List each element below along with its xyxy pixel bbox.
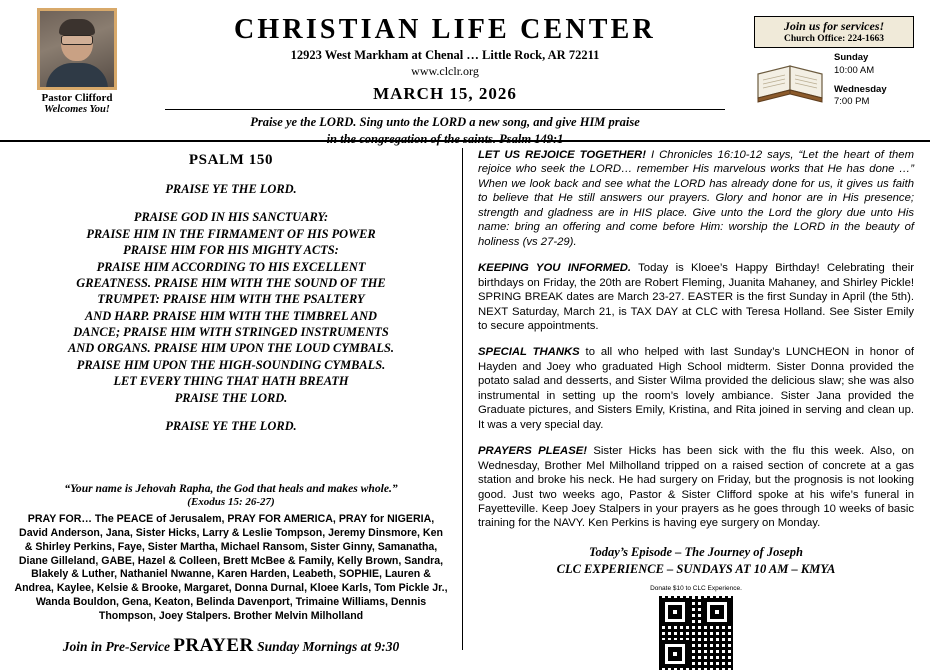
psalm-title: PSALM 150: [188, 152, 274, 168]
article-thanks-lead: SPECIAL THANKS: [478, 346, 580, 359]
psalm-line-4: GREATNESS. PRAISE HIM WITH THE SOUND OF THE: [76, 275, 386, 290]
psalm-line-5: TRUMPET: PRAISE HIM WITH THE PSALTERY: [97, 292, 365, 307]
services-box: [754, 16, 914, 126]
article-rejoice: [478, 148, 914, 249]
prayer-list: PRAY FOR… The PEACE of Jerusalem, PRAY FOR AMERICA, PRAY for NIGERIA, David Anderson, Jana, Sister Hicks, Larry & Leslie Tompson, Jeremy Dinsmore, Ken & Shirley Perkins, Faye, Sister Martha, Michael Ransom, Sister Ginny, Samanatha, Diane Gilleland, GABE, Hazel & Colleen, Brett McBee & Family, Kelly Brown, Sandra, Blakely & Luther, Nathaniel Nwanne, Karen Harden, Leabeth, SOPHIE, Lauren & Andrea, Kaylee, Kelsie & Brooke, Margaret, Donna Durnal, Kloee Karls, Tom Pickle Jr., Wanda Bouldon, Gena, Keaton, Belinda Davenport, Trimaine Williams, Dennis Thompson, Joey Stalpers. Brother Melvin Milholland: [14, 513, 448, 622]
services-body: [754, 52, 914, 126]
psalm-line-7: DANCE; PRAISE HIM WITH STRINGED INSTRUMENTS: [73, 325, 389, 339]
pre-service-prayer-note: [14, 635, 448, 657]
psalm-line-11: PRAISE THE LORD.: [174, 390, 288, 405]
psalm-line-6: AND HARP. PRAISE HIM WITH THE TIMBREL AND: [85, 308, 377, 323]
article-special-thanks: [478, 345, 914, 432]
services-banner: [754, 16, 914, 48]
healing-quote-reference: (Exodus 15: 26-27): [187, 496, 275, 509]
service-times-list: [834, 52, 912, 109]
issue-date: MARCH 15, 2026: [373, 84, 517, 103]
psalm-line-2: PRAISE HIM FOR HIS MIGHTY ACTS:: [123, 243, 339, 258]
open-bible-icon: [754, 54, 830, 110]
pre-service-suffix: Sunday Mornings at 9:30: [253, 639, 400, 655]
service-day-1: Wednesday: [834, 83, 887, 95]
psalm-line-9: PRAISE HIM UPON THE HIGH-SOUNDING CYMBALS.: [76, 357, 386, 372]
broadcast-info: CLC EXPERIENCE – SUNDAYS AT 10 AM – KMYA: [556, 561, 836, 576]
header-verse-line1: Praise ye the LORD. Sing unto the LORD a new song, and give HIM praise: [250, 115, 640, 129]
bulletin-header: [0, 0, 930, 146]
church-website[interactable]: www.clclr.org: [411, 64, 479, 78]
article-prayers-please: [478, 444, 914, 531]
header-divider: [165, 109, 725, 110]
pastor-photo: [37, 8, 117, 90]
article-keeping-you-informed: [478, 261, 914, 333]
article-informed-body: Today is Kloee’s Happy Birthday! Celebrating their birthdays on Friday, the 20th are Robert Fleming, Juanita Mahaney, and Shirley Pickle! SPRING BREAK dates are March 23-27. EASTER is the first Sunday in April (the 5th). NEXT Saturday, March 21, is TAX DAY at CLC with Teresa Holland. See Sister Emily to secure appointments.: [478, 262, 914, 332]
church-office-phone: Church Office: 224-1663: [783, 34, 885, 44]
article-prayers-body: Sister Hicks has been sick with the flu this week. Also, on Wednesday, Brother Mel Milholland tripped on a raised section of concrete at a gas station and broke his neck. He had surgery on Friday, but the prognosis is not looking good. Just two weeks ago, Pastor & Sister Clifford spoke at his wife’s funeral in Fayetteville. Keep Joey Stalpers in your prayers as he goes through 10 weeks of basic training for the NAVY. Ken Perkins is having eye surgery on Monday.: [478, 445, 915, 530]
service-time-1: 7:00 PM: [834, 96, 870, 108]
episode-title: Today’s Episode – The Journey of Joseph: [589, 544, 803, 559]
left-column: [0, 142, 462, 660]
psalm-line-3: PRAISE HIM ACCORDING TO HIS EXCELLENT: [96, 259, 366, 274]
service-time-0: 10:00 AM: [834, 64, 875, 76]
right-column: [464, 142, 930, 660]
article-rejoice-lead: LET US REJOICE TOGETHER!: [478, 149, 646, 161]
article-informed-lead: KEEPING YOU INFORMED.: [478, 262, 632, 275]
healing-quote-block: [14, 482, 448, 508]
column-divider: [462, 148, 463, 650]
church-title: CHRISTIAN LIFE CENTER: [234, 14, 656, 45]
service-day-0: Sunday: [834, 52, 869, 63]
qr-wrap: [478, 594, 914, 672]
services-banner-title: Join us for services!: [783, 19, 885, 33]
psalm-line-8: AND ORGANS. PRAISE HIM UPON THE LOUD CYMBALS.: [68, 341, 394, 356]
psalm-stanza-1: PRAISE YE THE LORD.: [165, 182, 297, 196]
church-address: 12923 West Markham at Chenal … Little Rock, AR 72211: [290, 48, 600, 62]
donate-note: Donate $10 to CLC Experience.: [650, 584, 742, 592]
article-rejoice-body: I Chronicles 16:10-12 says, “Let the heart of them rejoice who seek the LORD… remember His marvelous works that He has done …” When we look back and see what the LORD has already done for us, it gives us faith to believe that He still answers our prayers. Glory and honor are in His presence; strength and gladness are in HIS place. Give unto the Lord the glory due unto His name: bring an offering and come before Him: worship the LORD in the beauty of holiness (vs 27-29).: [478, 149, 914, 248]
pre-service-prefix: Join in Pre-Service: [62, 639, 174, 655]
article-thanks-body: to all who helped with last Sunday’s LUNCHEON in honor of Hayden and Joey who graduated High School midterm. Sister Donna provided the potato salad and desserts, and Sister Wilma provided the delicious slaw; she was also instrumental in setting up the room’s lovely ambiance. Sister Jana provided the Graduate pictures, and Sisters Emily, Kristina, and Rita joined in serving and clean up. It was a very special day.: [478, 346, 914, 431]
psalm-line-10: LET EVERY THING THAT HATH BREATH: [113, 374, 349, 389]
bulletin-body: [0, 142, 930, 660]
healing-quote: “Your name is Jehovah Rapha, the God that heals and makes whole.”: [64, 482, 398, 496]
pastor-welcome-text: Welcomes You!: [44, 104, 110, 115]
psalm-line-1: PRAISE HIM IN THE FIRMAMENT OF HIS POWER: [86, 226, 376, 241]
qr-code-icon[interactable]: [657, 594, 735, 672]
pastor-name: Pastor Clifford: [41, 92, 113, 104]
article-prayers-lead: PRAYERS PLEASE!: [478, 445, 588, 458]
psalm-line-0: PRAISE GOD IN HIS SANCTUARY:: [133, 210, 329, 225]
psalm-stanza-3: PRAISE YE THE LORD.: [165, 418, 297, 433]
episode-block: [478, 545, 914, 672]
pastor-block: [22, 8, 132, 115]
header-center: [150, 10, 740, 148]
pre-service-prayer-word: PRAYER: [173, 635, 254, 657]
header-verse-line2: in the congregation of the saints. Psalm 149:1: [326, 131, 564, 146]
